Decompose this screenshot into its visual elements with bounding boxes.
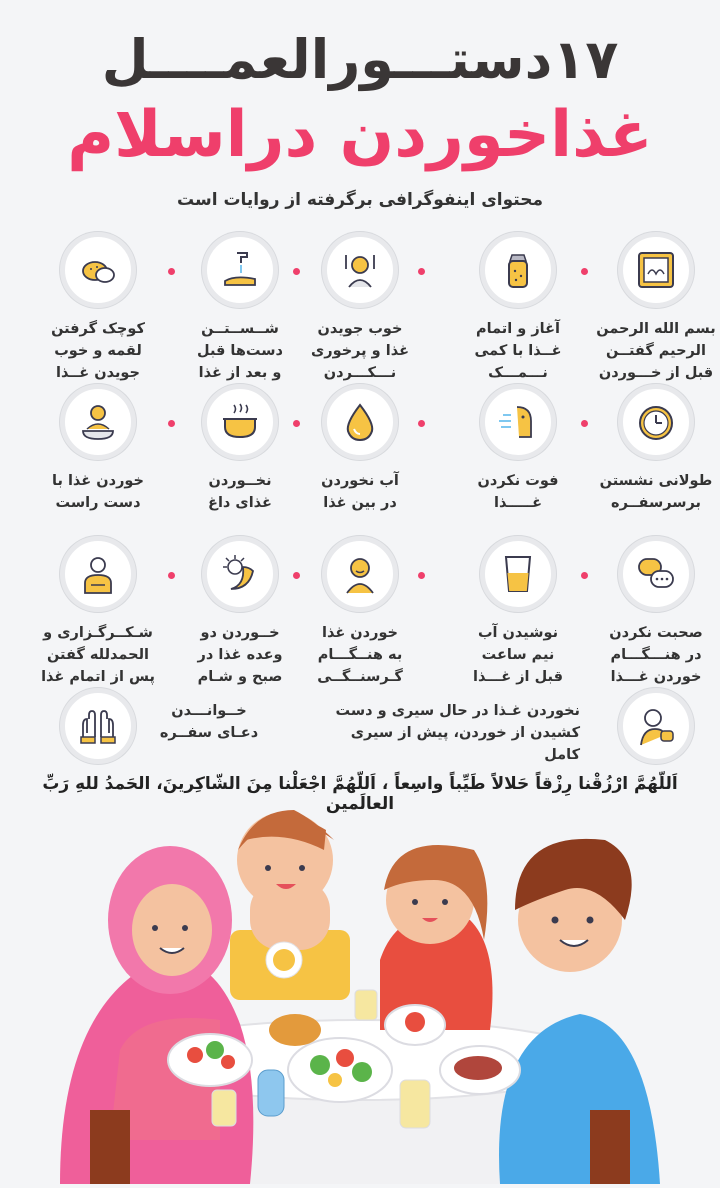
family-dining-illustration xyxy=(0,810,720,1184)
rule-label: کوچک گرفتن لقمه و خوب جویدن غــذا xyxy=(51,321,145,381)
main-title-line2: غذاخوردن دراسلام xyxy=(67,98,653,172)
rules-row-last xyxy=(0,688,720,768)
separator-dot xyxy=(168,572,175,579)
rule-label: نخوردن غـذا در حال سیری و دست کشیدن از خوردن، پیش از سیری کامل xyxy=(335,703,580,763)
separator-dot xyxy=(168,420,175,427)
rule-item xyxy=(596,384,716,514)
rule-item xyxy=(38,688,158,764)
person-eating-icon xyxy=(322,232,398,308)
rule-item xyxy=(596,688,716,764)
rule-item xyxy=(300,232,420,384)
clock-icon xyxy=(618,384,694,460)
rule-label: خوردن غذا به هنــگـــام گـرسنــگــی xyxy=(317,625,403,685)
rule-label: صحبت نکردن در هنـــگـــام خوردن غـــذا xyxy=(609,625,703,685)
rule-label: آغاز و اتمام غــذا با کمی نـــمـــک xyxy=(474,321,562,381)
speech-bubbles-icon xyxy=(618,536,694,612)
separator-dot xyxy=(168,268,175,275)
rule-item xyxy=(180,536,300,688)
rule-label: نوشیدن آب نیم ساعت قبل از غـــذا xyxy=(473,625,563,685)
rule-item xyxy=(596,232,716,384)
hot-pot-icon xyxy=(202,384,278,460)
rule-item xyxy=(596,536,716,688)
rule-label: نخــوردن غذای داغ xyxy=(208,473,272,511)
rule-item xyxy=(458,384,578,514)
rule-label: خوردن غذا با دست راست xyxy=(52,473,144,511)
praying-hands-icon xyxy=(60,688,136,764)
rules-grid xyxy=(0,232,720,768)
rule-item xyxy=(180,232,300,384)
bread-bite-icon xyxy=(60,232,136,308)
rule-item xyxy=(180,384,300,514)
hand-washing-icon xyxy=(202,232,278,308)
rule-item xyxy=(38,536,158,688)
main-title-line1: ۱۷دستـــورالعمــــل xyxy=(101,28,619,91)
water-drop-icon xyxy=(322,384,398,460)
rule-label: شـکــرگـزاری و الحمدلله گفتن پس از اتمام غذا xyxy=(41,625,155,685)
separator-dot xyxy=(581,420,588,427)
rule-label: خوب جویدن غذا و پرخوری نـــکـــردن xyxy=(310,321,409,381)
rule-item xyxy=(458,232,578,384)
rule-item xyxy=(458,536,578,688)
rule-item xyxy=(300,536,420,688)
rule-item xyxy=(38,232,158,384)
rule-item xyxy=(38,384,158,514)
separator-dot xyxy=(581,572,588,579)
rules-row xyxy=(0,232,720,384)
rules-row xyxy=(0,384,720,536)
rule-item xyxy=(300,384,420,514)
hungry-person-icon xyxy=(322,536,398,612)
rule-label: فوت نکردن غـــــذا xyxy=(477,473,559,511)
praying-person-icon xyxy=(60,536,136,612)
blowing-food-icon xyxy=(480,384,556,460)
right-hand-eating-icon xyxy=(60,384,136,460)
rule-label: خــوانـــدن دعـای سفــره xyxy=(159,703,259,741)
rule-label: بسم الله الرحمن الرحیم گفتــن قبل از خـــوردن xyxy=(596,321,716,381)
bismillah-icon xyxy=(618,232,694,308)
water-glass-icon xyxy=(480,536,556,612)
sun-moon-icon xyxy=(202,536,278,612)
salt-shaker-icon xyxy=(480,232,556,308)
rule-label: طولانی نشستن برسرسفــره xyxy=(599,473,713,511)
meal-prayer: اَللّهُمَّ ارْزُقْنا رِزْقاً حَلالاً طَیِّباً واسِعاً ، اَللّهُمَّ اجْعَلْنا مِنَ الشّاکِرینَ، الحَمدُ للهِ رَبِّ العالَمین xyxy=(42,774,678,814)
rule-label: آب نخوردن در بین غذا xyxy=(321,473,399,511)
full-person-icon xyxy=(618,688,694,764)
rules-row xyxy=(0,536,720,688)
separator-dot xyxy=(581,268,588,275)
rule-label: شــســتــن دست‌ها قبل و بعد از غذا xyxy=(197,321,283,381)
rule-label: خــوردن دو وعده غذا در صبح و شـام xyxy=(197,625,283,685)
subtitle: محتوای اینفوگرافی برگرفته از روایات است xyxy=(176,190,544,210)
